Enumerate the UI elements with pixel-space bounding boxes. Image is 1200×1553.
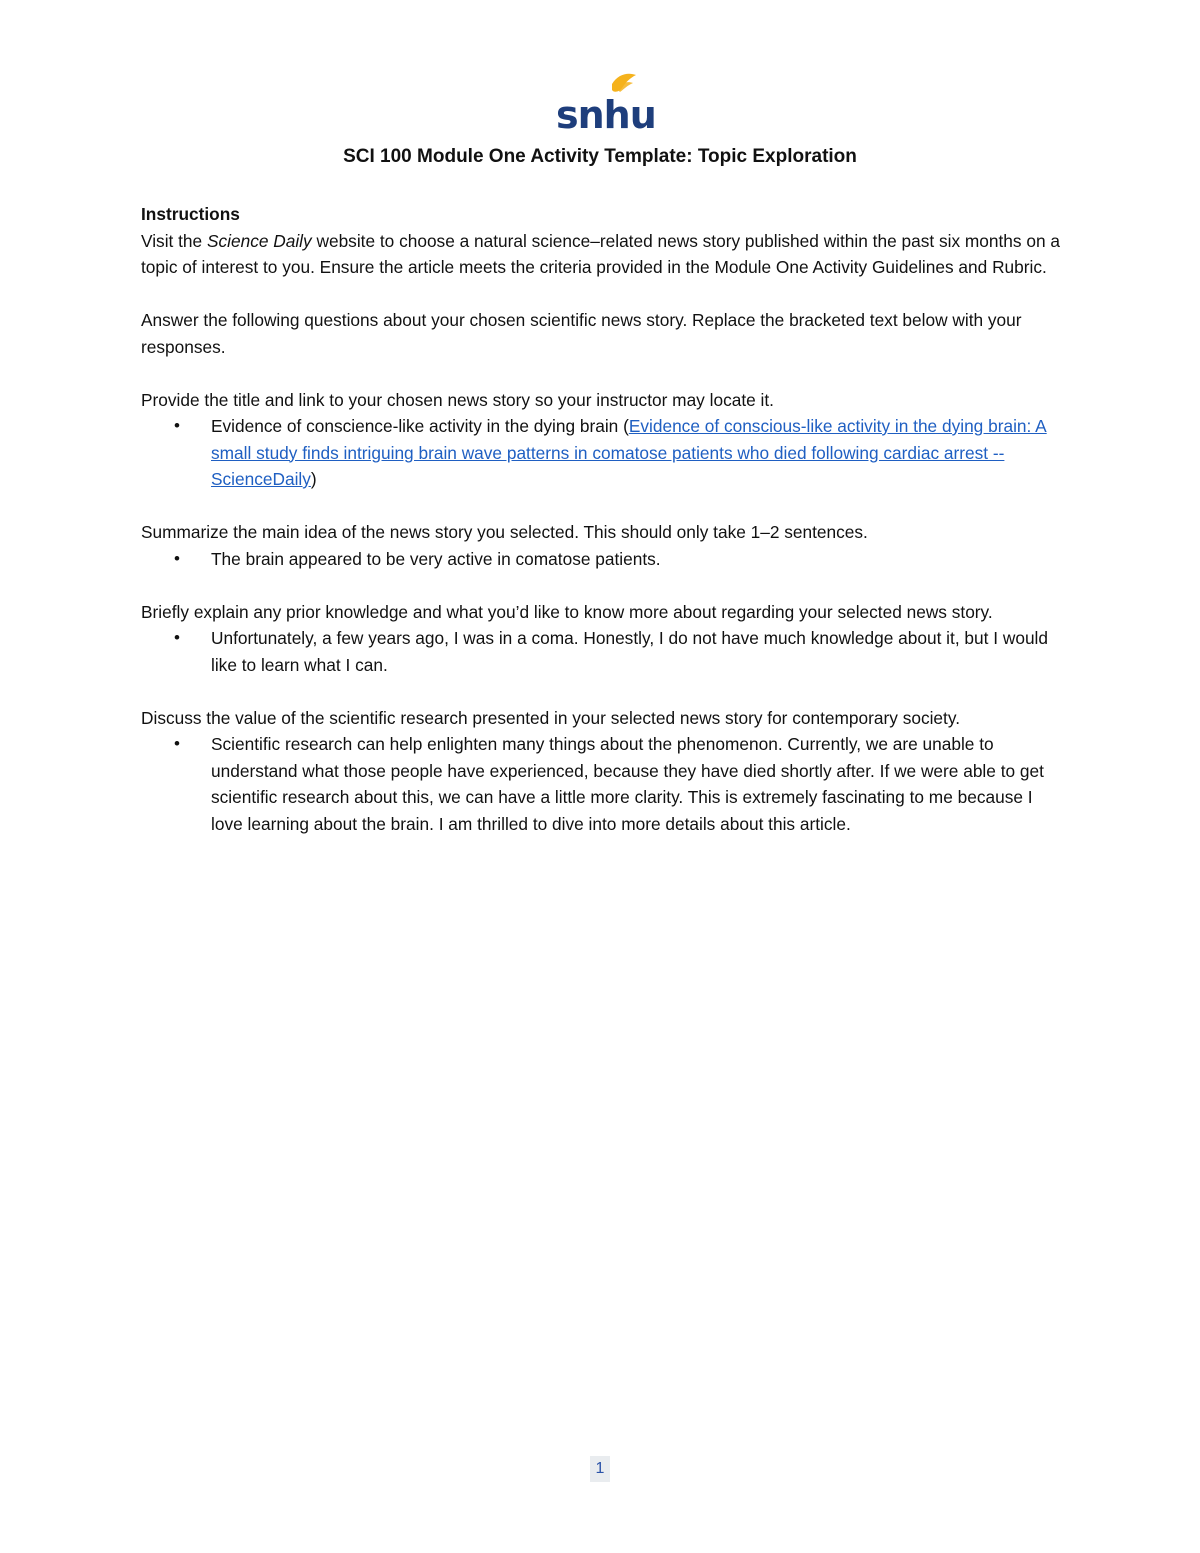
question-2-answers — [141, 546, 1066, 573]
instructions-heading: Instructions — [141, 204, 240, 224]
question-2-prompt: Summarize the main idea of the news story you selected. This should only take 1–2 sentences. — [141, 522, 868, 542]
document-body — [141, 201, 1066, 837]
spacer — [141, 493, 1066, 520]
spacer — [141, 572, 1066, 599]
answer-1-text-before: Evidence of conscience-like activity in the dying brain ( — [211, 416, 629, 436]
answer-3-text: Unfortunately, a few years ago, I was in a coma. Honestly, I do not have much knowledge about it, but I would like to learn what I can. — [211, 628, 1049, 675]
spacer — [141, 678, 1066, 705]
question-1-answers — [141, 413, 1066, 493]
answer-1-text-after: ) — [310, 469, 317, 489]
snhu-logo — [556, 72, 656, 137]
page-title: SCI 100 Module One Activity Template: Topic Exploration — [343, 146, 857, 167]
question-4-answer — [174, 731, 1066, 837]
instructions-paragraph-1 — [141, 228, 1066, 281]
question-4-answers — [141, 731, 1066, 837]
spacer — [141, 360, 1066, 387]
question-3-answer — [174, 625, 1066, 678]
question-2-answer — [174, 546, 1066, 573]
question-4-prompt: Discuss the value of the scientific research presented in your selected news story for contemporary society. — [141, 707, 960, 728]
svg-text:snhu: snhu — [556, 93, 656, 137]
instructions-paragraph-2: Answer the following questions about your chosen scientific news story. Replace the bracketed text below with your responses. — [141, 310, 1022, 357]
bullet-glyph: • — [174, 416, 180, 435]
science-daily-name: Science Daily — [206, 230, 312, 251]
bullet-glyph: • — [174, 548, 180, 568]
bullet-glyph: • — [174, 734, 180, 753]
question-3-answers — [141, 625, 1066, 678]
question-1-answer — [174, 413, 1066, 493]
instructions-text-after: website to choose a natural science–related news story published within the past six months on a topic of interest to you. Ensure the article meets the criteria provided in the Module One Activity Guidelines and Rubric. — [141, 230, 1060, 277]
page-number: 1 — [590, 1456, 610, 1482]
bullet-glyph: • — [174, 628, 180, 647]
instructions-text-before: Visit the — [141, 230, 207, 251]
news-story-link[interactable]: Evidence of conscious-like activity in the dying brain: A small study finds intriguing brain wave patterns in comatose patients who died following cardiac arrest -- ScienceDaily — [211, 416, 1047, 489]
answer-2-text: The brain appeared to be very active in comatose patients. — [211, 548, 661, 569]
question-1-prompt: Provide the title and link to your chosen news story so your instructor may locate it. — [141, 389, 774, 410]
answer-4-text: Scientific research can help enlighten many things about the phenomenon. Currently, we are unable to understand what those people have experienced, because they have died shortly after. If we were able to get scientific research about this, we can have a little more clarity. This is extremely fascinating to me because I love learning about the brain. I am thrilled to dive into more details about this article. — [211, 734, 1044, 834]
snhu-logo-graphic — [556, 72, 656, 137]
spacer — [141, 281, 1066, 308]
question-3-prompt: Briefly explain any prior knowledge and what you’d like to know more about regarding your selected news story. — [141, 601, 993, 622]
